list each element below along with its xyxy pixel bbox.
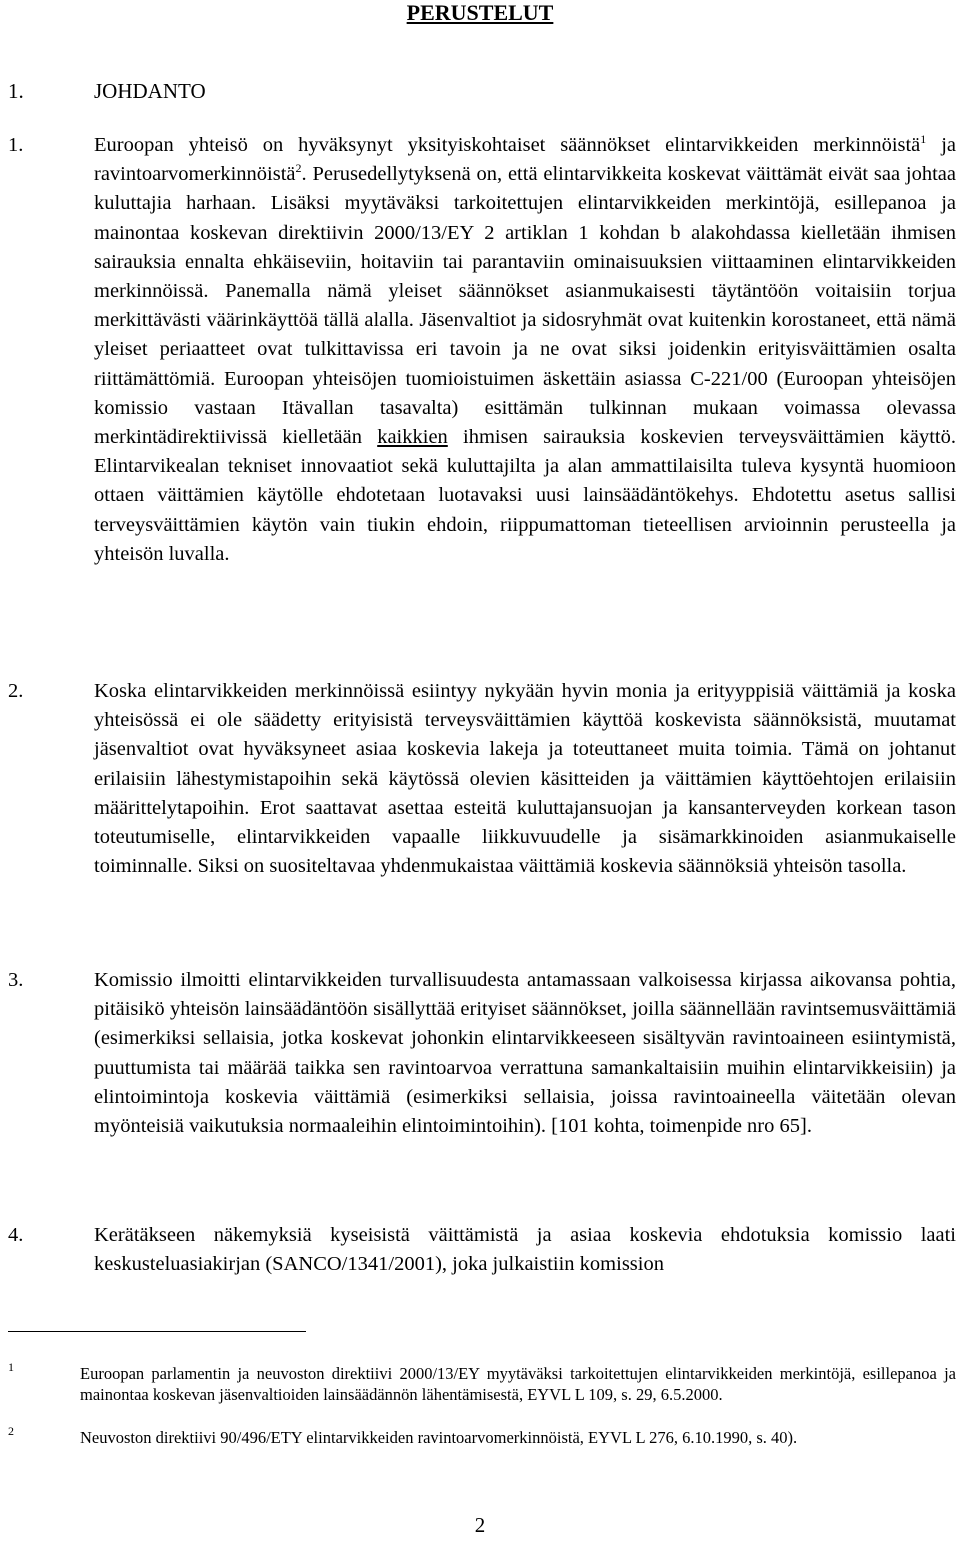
- page-number: 2: [474, 1513, 486, 1537]
- paragraph-text-part: ihmisen sairauksia koskevien terveysväittämien käyttö. Elintarvikealan tekniset innovaatiot sekä kuluttajilta ja alan ammattilaisilta tuleva kysyntä huomioon ottaen väittämien käytölle ehdotetaan luotavaksi uusi lainsäädäntökehys. Ehdotettu asetus sallisi terveysväittämien käytön vain tiukin ehdoin, riippumattoman tieteellisen arvioinnin perusteella ja yhteisön luvalla.: [94, 426, 957, 565]
- footnote-1: [8, 1360, 956, 1405]
- footnote-text: Euroopan parlamentin ja neuvoston direktiivi 2000/13/EY myytäväksi tarkoitettujen elintarvikkeiden merkintöjä, esillepanoa ja mainontaa koskevan jäsenvaltioiden lainsäädännön lähentämisestä, EYVL L 109, s. 29, 6.5.2000.: [80, 1364, 956, 1404]
- paragraph-number: 4.: [8, 1224, 24, 1246]
- paragraph-number: 2.: [8, 680, 24, 702]
- underlined-word: kaikkien: [377, 426, 448, 449]
- paragraph-text: Kerätäkseen näkemyksiä kyseisistä väittämistä ja asiaa koskevia ehdotuksia komissio laati keskusteluasiakirjan (SANCO/1341/2001), joka julkaistiin komission: [94, 1224, 956, 1276]
- footnote-ref[interactable]: 1: [920, 132, 927, 146]
- paragraph-text-part: ja ravintoarvomerkinnöistä: [94, 134, 956, 186]
- paragraph-2: [8, 677, 956, 881]
- section-title: JOHDANTO: [94, 79, 206, 103]
- section-number: 1.: [8, 79, 24, 103]
- paragraph-number: 1.: [8, 134, 24, 156]
- paragraph-text-part: . Perusedellytyksenä on, että elintarvikkeita koskevat väittämät eivät saa johtaa kuluttajia harhaan. Lisäksi myytäväksi tarkoitettujen elintarvikkeiden merkintöjä, esillepanoa ja mainontaa koskevan direktiivin 2000/13/EY 2 artiklan 1 kohdan b alakohdassa kielletään ihmisen sairauksia ennalta ehkäiseviin, hoitaviin tai parantaviin ominaisuuksien viittaaminen elintarvikkeiden merkinnöissä. Panemalla nämä yleiset säännökset asianmukaisesti täytäntöön voitaisiin torjua merkittävästi väärinkäyttöä tällä alalla. Jäsenvaltiot ja sidosryhmät ovat kuitenkin korostaneet, että nämä yleiset periaatteet ovat tulkittavissa eri tavoin ja ne ovat siksi joidenkin erityisväittämien osalta riittämättömiä. Euroopan yhteisöjen tuomioistuimen äskettäin asiassa C-221/00 (Euroopan yhteisöjen komissio vastaan Itävallan tasavalta) esittämän tulkinnan mukaan voimassa olevassa merkintädirektiivissä kielletään: [94, 163, 956, 449]
- paragraph-text: Komissio ilmoitti elintarvikkeiden turvallisuudesta antamassaan valkoisessa kirjassa aikovansa pohtia, pitäisikö yhteisön lainsäädäntöön sisällyttää erityiset säännökset, joilla säännellään ravintsemusväittämiä (esimerkiksi sellaisia, jotka koskevat johonkin elintarvikkeeseen sisältyvän ravintoaineen esiintymistä, puuttumista tai määrää taikka sen ravintoarvoa verrattuna samankaltaisiin muihin elintarvikkeisiin) ja elintoimintoja koskevia väittämiä (esimerkiksi sellaisia, joissa ravintoaineella väitetään olevan myönteisiä vaikutuksia normaaleihin elintoimintoihin). [101 kohta, toimenpide nro 65].: [94, 969, 956, 1138]
- paragraph-1: [8, 131, 956, 569]
- footnote-number: 1: [8, 1360, 14, 1374]
- paragraph-text: [94, 131, 956, 569]
- paragraph-4: [8, 1221, 956, 1279]
- paragraph-number: 3.: [8, 969, 24, 991]
- paragraph-3: [8, 966, 956, 1141]
- footnote-2: [8, 1424, 956, 1448]
- footnote-text: Neuvoston direktiivi 90/496/ETY elintarvikkeiden ravintoarvomerkinnöistä, EYVL L 276, 6.10.1990, s. 40).: [80, 1428, 798, 1447]
- section-heading: [8, 77, 206, 105]
- footnote-separator: [8, 1331, 306, 1332]
- footnote-ref[interactable]: 2: [295, 161, 302, 176]
- paragraph-text-part: Euroopan yhteisö on hyväksynyt yksityiskohtaiset säännökset elintarvikkeiden merkinnöistä: [94, 134, 921, 156]
- page-title: PERUSTELUT: [406, 0, 554, 25]
- paragraph-text: Koska elintarvikkeiden merkinnöissä esiintyy nykyään hyvin monia ja erityyppisiä väittämiä ja koska yhteisössä ei ole säädetty erityisistä terveysväittämien käyttöä koskevista säännöksistä, muutamat jäsenvaltiot ovat hyväksyneet asiaa koskevia lakeja ja toteuttaneet muita toimia. Tämä on johtanut erilaisiin lähestymistapoihin sekä käytössä olevien käsitteiden ja väittämien käyttöehtojen erilaisiin määrittelytapoihin. Erot saattavat asettaa esteitä kuluttajansuojan ja kansanterveyden korkean tason toteutumiselle, elintarvikkeiden vapaalle liikkuvuudelle ja sisämarkkinoiden asianmukaiselle toiminnalle. Siksi on suositeltavaa yhdenmukaistaa väittämiä koskevia säännöksiä yhteisön tasolla.: [94, 680, 956, 878]
- footnote-number: 2: [8, 1424, 14, 1438]
